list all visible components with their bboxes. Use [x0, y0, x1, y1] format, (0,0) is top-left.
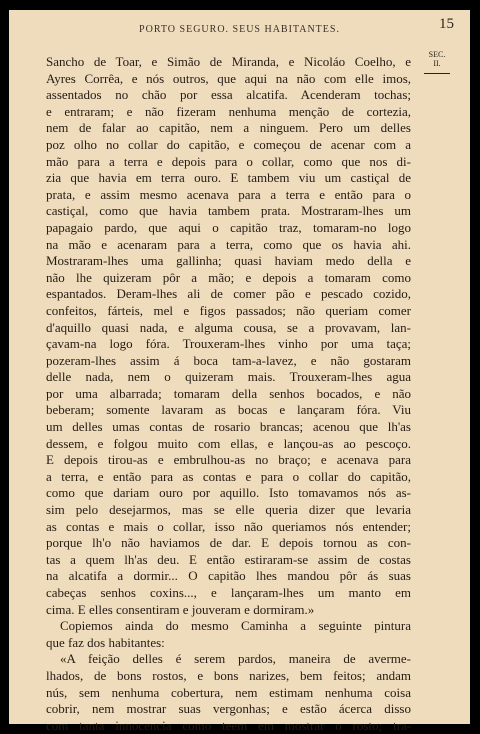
text-line: «A feição delles é serem pardos, maneira de averme-	[60, 651, 411, 667]
text-line: nem de falar ao capitão, nem a ninguem. Pero um delles	[46, 120, 411, 136]
text-line: que faz dos habitantes:	[46, 634, 165, 650]
text-line: tas a quem lh'as deu. E então estiraram-se assim de costas	[46, 551, 411, 567]
text-line: Mostraram-lhes uma gallinha; quasi haviam medo della e	[46, 253, 411, 269]
section-number: II.	[433, 59, 441, 68]
text-line: cima. E elles consentiram e jouveram e dormiram.»	[46, 601, 315, 617]
page-number: 15	[439, 16, 454, 32]
book-page	[9, 10, 470, 733]
body-text	[46, 54, 411, 734]
text-line: dessem, e folgou muito com ellas, e lançou-as ao pescoço.	[46, 435, 411, 451]
text-line: assentados no chão por essa alcatifa. Acenderam tochas;	[46, 87, 411, 103]
text-line: na alcatifa a dormir... O capitão lhes mandou pôr ás suas	[46, 568, 411, 584]
text-line: um delles umas contas de rosario brancas; acenou que lh'as	[46, 419, 411, 435]
text-line: por uma albarrada; tomaram della senhos bocados, e não	[46, 385, 411, 401]
marginal-rule	[424, 73, 450, 74]
text-line: prata, e assim mesmo acenava para a terra e então para o	[46, 186, 411, 202]
text-line: não lhe quizeram pôr a mão; e depois a tomaram como	[46, 269, 411, 285]
text-line: delle nada, nem o quizeram mais. Trouxeram-lhes agua	[46, 369, 411, 385]
text-line: cobrir, nem mostrar suas vergonhas; e estão ácerca disso	[46, 701, 411, 717]
text-line: como que dariam ouro por aquillo. Isto tomavamos nós as-	[46, 485, 411, 501]
text-line: na mão e acenaram para a terra, como que os havia ahi.	[46, 236, 411, 252]
text-line: cabeças senhos coxins..., e lançaram-lhes um manto em	[46, 585, 411, 600]
section-marginal-note	[417, 50, 457, 74]
text-line: çavam-na logo fóra. Trouxeram-lhes vinho por uma taça;	[46, 336, 411, 352]
text-line: E depois tirou-as e embrulhou-as no braço; e acenava para	[46, 452, 411, 468]
running-head: PORTO SEGURO. SEUS HABITANTES.	[139, 24, 340, 35]
text-line: castiçal, como que havia tambem prata. Mostraram-lhes um	[46, 203, 411, 219]
text-line: espantados. Deram-lhes ali de comer pão e pescado cozido,	[46, 286, 411, 302]
text-line: sim pelo desejarmos, mas se elle queria dizer que levaria	[46, 502, 411, 518]
text-line: poz olho no collar do capitão, e começou de acenar com a	[46, 136, 411, 152]
text-line: Copiemos ainda do mesmo Caminha a seguinte pintura	[60, 618, 411, 634]
text-line: Sancho de Toar, e Simão de Miranda, e Nicoláo Coelho, e	[46, 54, 411, 69]
text-line: nús, sem nenhuma cobertura, nem estimam nenhuma coisa	[46, 684, 411, 700]
text-line: confeitos, fárteis, mel e figos passados; não queriam comer	[46, 302, 411, 318]
text-line: pozeram-lhes assim á boca tam-a-lavez, e não gostaram	[46, 352, 411, 368]
text-line: beberam; somente lavaram as bocas e lançaram fóra. Viu	[46, 402, 411, 418]
text-line: Ayres Corrêa, e nós outros, que aqui na não com elle imos,	[46, 70, 411, 86]
text-line: as contas e mais o collar, isso não queriamos nós entender;	[46, 518, 411, 534]
text-line: papagaio pardo, que aqui o capitão traz, tomaram-no logo	[46, 219, 411, 235]
section-label: SEC.	[428, 50, 446, 59]
text-line: lhados, de bons rostos, e bons narizes, bem feitos; andam	[46, 667, 411, 683]
text-line: zia que havia em terra ouro. E tambem viu um castiçal de	[46, 170, 411, 186]
text-line: d'aquillo quasi nada, e alguma cousa, se a provavam, lan-	[46, 319, 411, 335]
text-line: a terra, e então para as contas e para o collar do capitão,	[46, 468, 411, 484]
text-line: mão para a terra e depois para o collar, como que nos di-	[46, 153, 411, 169]
text-line: com tanta innocencia como teem em mostrar o rosto; tra-	[46, 717, 411, 733]
text-line: e entraram; e não fizeram nenhuma menção de cortezia,	[46, 103, 411, 119]
text-line: porque lh'o não haviamos de dar. E depois tornou as con-	[46, 535, 411, 551]
